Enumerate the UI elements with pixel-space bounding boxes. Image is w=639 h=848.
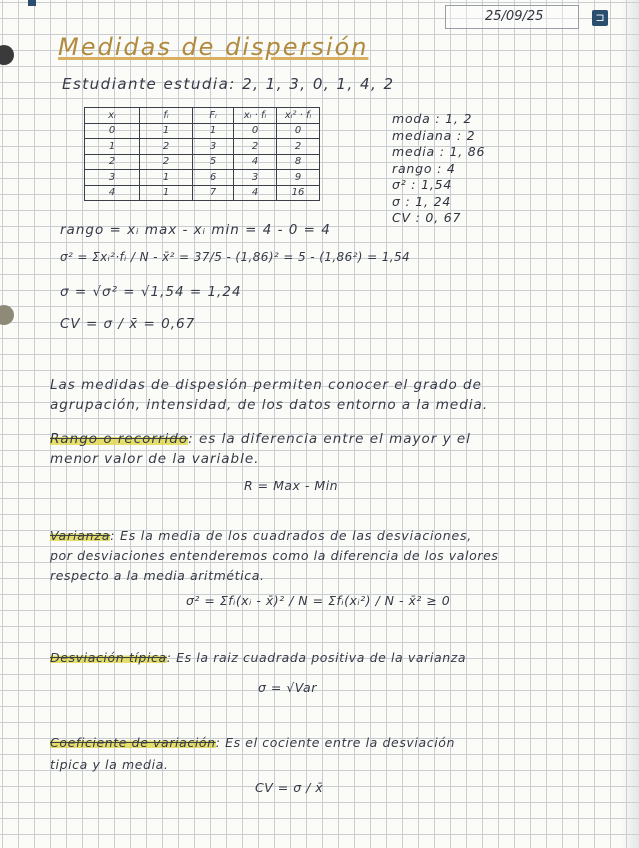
table-cell: 2	[140, 154, 193, 170]
table-row	[85, 123, 320, 139]
table-cell: 3	[193, 139, 234, 155]
table-header-row	[85, 108, 320, 124]
table-row	[85, 154, 320, 170]
table-row	[85, 139, 320, 155]
stat-desviacion: σ : 1, 24	[392, 193, 452, 209]
table-cell: 1	[140, 123, 193, 139]
varianza-term: Varianza	[50, 528, 111, 543]
page-edge-shadow	[621, 0, 639, 848]
rango-formula: R = Max - Min	[244, 478, 339, 493]
table-cell: 3	[85, 170, 140, 186]
stat-rango: rango : 4	[392, 160, 456, 176]
stat-varianza: σ² : 1,54	[392, 177, 453, 192]
cv-definition-line-2: tipica y la media.	[50, 757, 169, 772]
table-cell: 3	[234, 170, 277, 186]
table-cell: 16	[277, 185, 320, 201]
summary-stats	[392, 111, 485, 227]
table-cell: 0	[85, 123, 140, 139]
table-header-cell: xᵢ² · fᵢ	[277, 108, 320, 124]
rango-definition-line-2: menor valor de la variable.	[50, 451, 260, 467]
desviacion-formula: σ = √Var	[258, 680, 317, 695]
table-cell: 4	[234, 154, 277, 170]
table-cell: 0	[234, 123, 277, 139]
page-date: 25/09/25	[485, 9, 544, 24]
cv-term: Coeficiente de variación	[50, 735, 216, 750]
frequency-table	[84, 107, 320, 201]
table-row	[85, 170, 320, 186]
cv-formula: CV = σ / x̄	[255, 780, 324, 795]
table-cell: 7	[193, 185, 234, 201]
table-cell: 2	[277, 139, 320, 155]
table-cell: 0	[277, 123, 320, 139]
table-cell: 1	[140, 170, 193, 186]
table-cell: 2	[234, 139, 277, 155]
intro-line-1: Las medidas de dispesión permiten conocer el grado de	[50, 377, 482, 393]
table-header-cell: Fᵢ	[193, 108, 234, 124]
rango-term: Rango o recorrido	[50, 431, 189, 447]
table-header-cell: fᵢ	[140, 108, 193, 124]
desviacion-term: Desviación típica	[50, 650, 167, 665]
table-cell: 8	[277, 154, 320, 170]
varianza-definition-line-2: por desviaciones entenderemos como la diferencia de los valores	[50, 548, 499, 563]
calc-rango: rango = xᵢ max - xᵢ min = 4 - 0 = 4	[60, 222, 331, 238]
desviacion-definition-line-1: Desviación típica: Es la raiz cuadrada positiva de la varianza	[50, 650, 467, 665]
table-row	[85, 185, 320, 201]
calc-varianza: σ² = Σxᵢ²·fᵢ / N - x̄² = 37/5 - (1,86)² = 5 - (1,86²) = 1,54	[60, 250, 411, 264]
intro-line-2: agrupación, intensidad, de los datos entorno a la media.	[50, 397, 489, 413]
varianza-definition-line-3: respecto a la media aritmética.	[50, 568, 265, 583]
table-cell: 1	[85, 139, 140, 155]
table-header-cell: xᵢ	[85, 108, 140, 124]
varianza-definition-line-1: Varianza: Es la media de los cuadrados de las desviaciones,	[50, 528, 473, 543]
stat-moda: moda : 1, 2	[392, 111, 473, 126]
stat-mediana: mediana : 2	[392, 127, 476, 143]
page-tab-mark	[28, 0, 36, 6]
stat-media: media : 1, 86	[392, 144, 486, 159]
calc-desviacion: σ = √σ² = √1,54 = 1,24	[60, 284, 242, 300]
table-cell: 1	[193, 123, 234, 139]
rango-definition-line-1: Rango o recorrido: es la diferencia entre el mayor y el	[50, 431, 471, 447]
example-data-line: Estudiante estudia: 2, 1, 3, 0, 1, 4, 2	[62, 75, 395, 93]
stat-cv: CV : 0, 67	[392, 210, 462, 225]
table-header-cell: xᵢ · fᵢ	[234, 108, 277, 124]
table-cell: 2	[85, 154, 140, 170]
table-cell: 5	[193, 154, 234, 170]
table-cell: 6	[193, 170, 234, 186]
table-cell: 4	[234, 185, 277, 201]
square-mark-icon: ⊐	[592, 10, 608, 26]
table-cell: 4	[85, 185, 140, 201]
table-cell: 2	[140, 139, 193, 155]
cv-definition-line-1: Coeficiente de variación: Es el cociente entre la desviación	[50, 735, 456, 750]
varianza-formula: σ² = Σfᵢ(xᵢ - x̄)² / N = Σfᵢ(xᵢ²) / N - x̄² ≥ 0	[186, 593, 451, 608]
table-cell: 1	[140, 185, 193, 201]
table-cell: 9	[277, 170, 320, 186]
calc-cv: CV = σ / x̄ = 0,67	[60, 316, 196, 332]
page-title: Medidas de dispersión	[58, 33, 369, 61]
